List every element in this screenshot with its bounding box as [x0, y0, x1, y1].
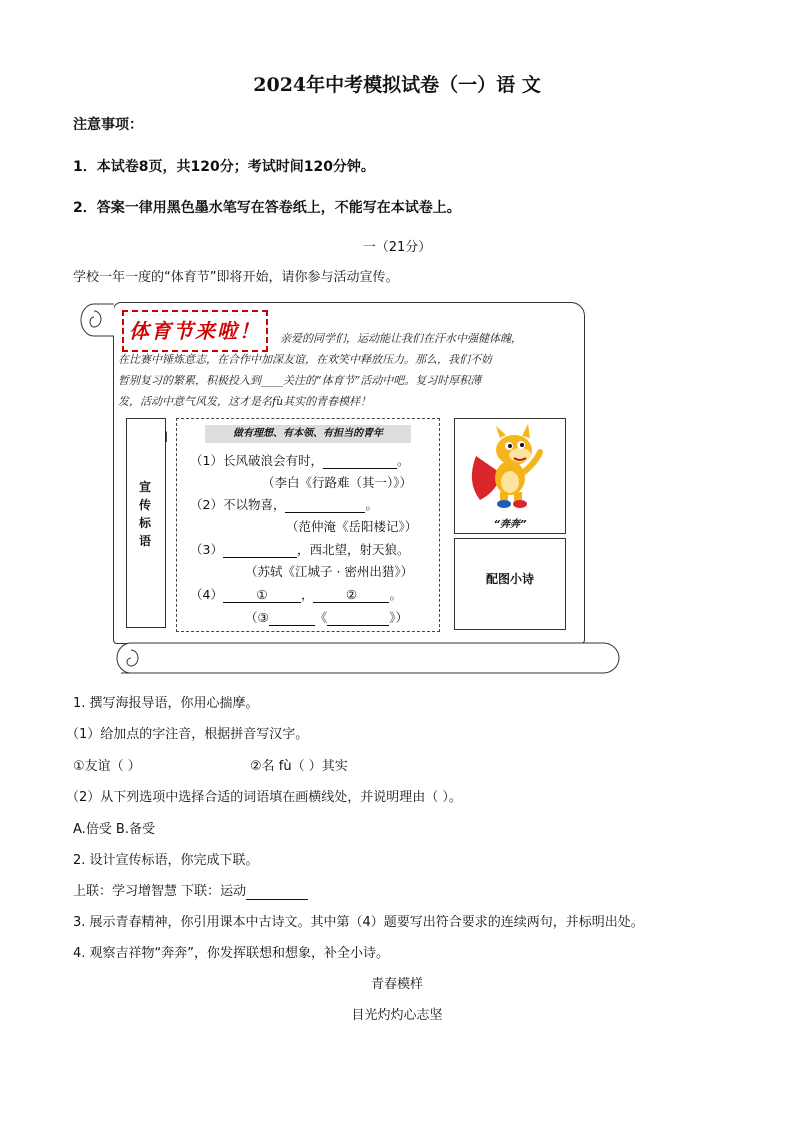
section-lead: 学校一年一度的“体育节”即将开始，请你参与活动宣传。 — [73, 270, 399, 285]
poem-title: 青春模样 — [370, 977, 423, 992]
poster-intro-line-3: 暂别复习的繁累，积极投入到____关注的“体育节”活动中吧。复习时厚积薄 — [118, 374, 482, 387]
question-1: 1. 撰写海报导语，你用心揣摩。 — [73, 696, 259, 711]
blank-3[interactable] — [223, 542, 297, 558]
couplet-blank[interactable] — [246, 884, 308, 900]
scroll-roll-top — [80, 303, 120, 337]
poem-line-2: （2）不以物喜， 。 — [190, 497, 378, 512]
poem-line-3: （3） ，西北望，射天狼。 — [190, 542, 410, 557]
notes-item-1: 1．本试卷8页，共120分；考试时间120分钟。 — [73, 159, 375, 175]
poster-intro-line-4: 发，活动中意气风发，这才是名fù其实的青春模样！ — [118, 395, 372, 408]
poster-intro-line-2: 在比赛中锤炼意志，在合作中加深友谊，在欢笑中释放压力。那么，我们不妨 — [118, 353, 492, 366]
question-1-1: （1）给加点的字注音，根据拼音写汉字。 — [66, 727, 309, 742]
text-cursor-icon: I — [164, 430, 169, 446]
question-1-options: A.倍受 B.备受 — [73, 822, 155, 837]
poem-line-5: （③ 《 》） — [245, 610, 408, 625]
poem-box-subtitle: 做有理想、有本领、有担当的青年 — [205, 425, 411, 443]
question-1-1-a: ①友谊（ ） — [73, 759, 141, 774]
question-1-2: （2）从下列选项中选择合适的词语填在画横线处，并说明理由（ ）。 — [66, 790, 462, 805]
scroll-roll-bottom — [113, 640, 621, 676]
poem-line-first: 目光灼灼心志坚 — [351, 1008, 443, 1023]
blank-1[interactable] — [323, 453, 397, 469]
poem-picture-label: 配图小诗 — [485, 572, 534, 586]
question-4: 4. 观察吉祥物“奔奔”，你发挥联想和想象，补全小诗。 — [73, 946, 390, 961]
poem-source-1: （李白《行路难（其一）》） — [262, 475, 413, 490]
notes-item-2: 2．答案一律用黑色墨水笔写在答卷纸上，不能写在本试卷上。 — [73, 200, 461, 216]
blank-4-4[interactable] — [327, 610, 389, 626]
notes-heading: 注意事项： — [73, 117, 143, 133]
slogan-label: 宣传标语 — [138, 480, 151, 548]
question-2-couplet: 上联：学习增智慧 下联：运动 — [73, 880, 308, 900]
page-title: 2024年中考模拟试卷（一）语 文 — [253, 74, 541, 96]
poem-source-2: （范仲淹《岳阳楼记》） — [286, 519, 418, 534]
blank-4-1[interactable]: ① — [223, 587, 301, 603]
poem-line-4: （4） ① ， ② 。 — [190, 587, 402, 602]
blank-4-2[interactable]: ② — [313, 587, 389, 603]
question-3: 3. 展示青春精神，你引用课本中古诗文。其中第（4）题要写出符合要求的连续两句，并标明出处。 — [73, 915, 644, 930]
section-heading: 一（21分） — [362, 240, 432, 255]
blank-2[interactable] — [285, 497, 365, 513]
poem-source-3: （苏轼《江城子 · 密州出猎》） — [245, 564, 414, 579]
poster-intro-line-1: 亲爱的同学们，运动能让我们在汗水中强健体魄， — [280, 332, 522, 345]
poster-badge: 体育节来啦！ — [122, 310, 268, 352]
poem-line-1: （1）长风破浪会有时， 。 — [190, 453, 410, 468]
question-1-1-b: ②名 fù（ ）其实 — [250, 759, 348, 774]
blank-4-3[interactable] — [269, 610, 315, 626]
mascot-caption: “奔奔” — [493, 519, 527, 530]
mascot-dragon-image — [462, 422, 556, 512]
question-2: 2. 设计宣传标语，你完成下联。 — [73, 853, 259, 868]
